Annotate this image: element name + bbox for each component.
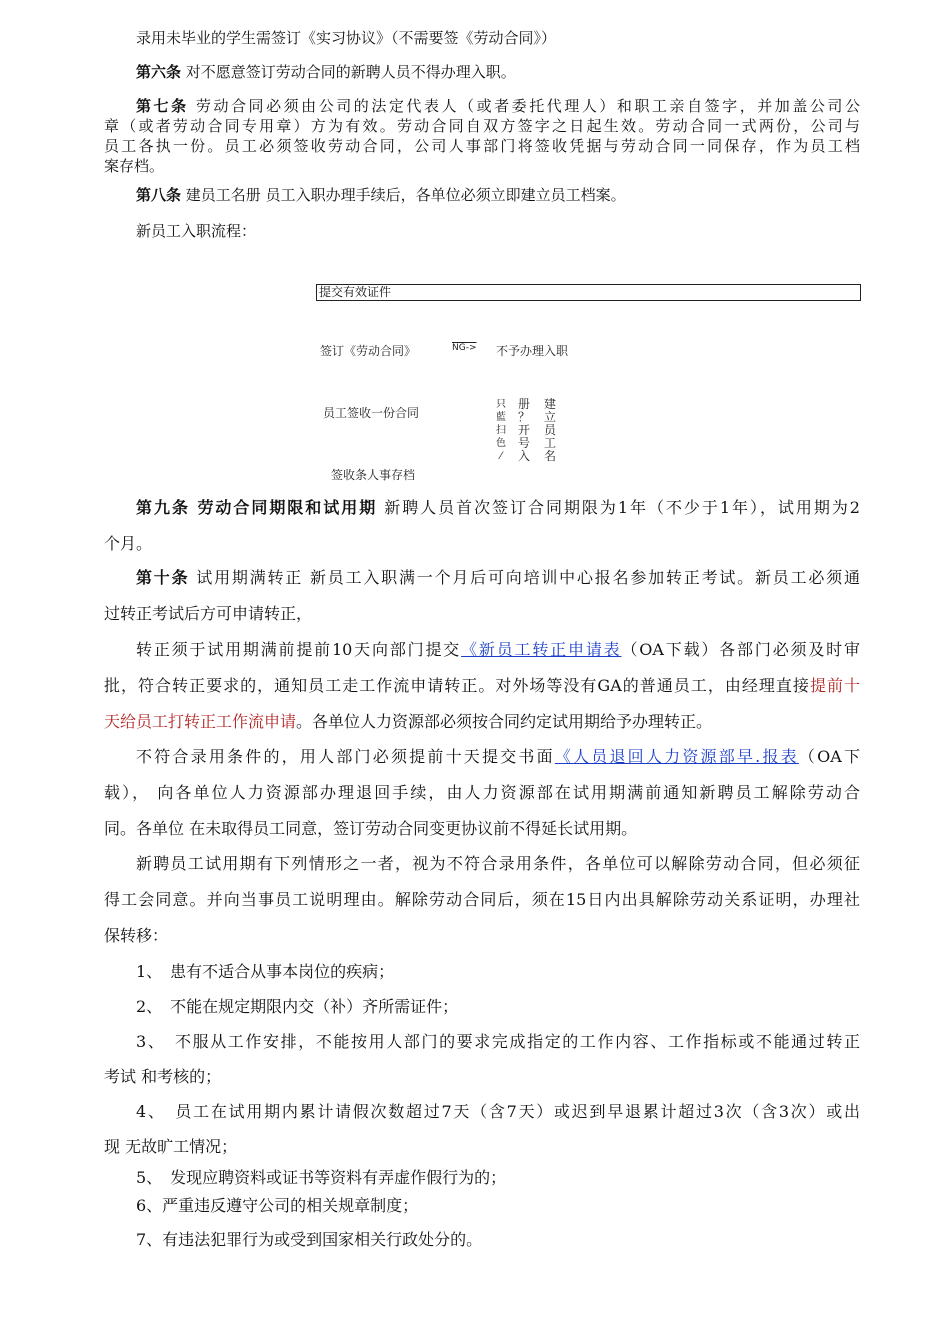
flow-vertical-col3: 建 立 员 工 名 — [543, 397, 556, 463]
flow-vertical-col2: 册 ？ 开 号 入 — [517, 397, 530, 463]
article-8-label: 第八条 — [136, 186, 182, 204]
flow-intro-text: 新员工入职流程： — [136, 222, 257, 240]
list-item: 4、 员工在试用期内累计请假次数超过7天（含7天）或迟到早退累计超过3次（含3次）或出 — [136, 1102, 860, 1121]
article-9-label: 第九条 劳动合同期限和试用期 — [136, 498, 378, 517]
list-item: 2、 不能在规定期限内交（补）齐所需证件； — [136, 997, 459, 1016]
article-6-label: 第六条 — [136, 63, 182, 81]
rejection-paragraph — [104, 739, 860, 847]
rejection-form-link[interactable]: 《人员退回人力资源部早.报表 — [554, 747, 799, 766]
flow-box-submit-id: 提交有效证件 — [316, 284, 861, 301]
conversion-post: （OA下载）各部门必须及时审 — [621, 640, 860, 659]
list-item: 1、 患有不适合从事本岗位的疾病； — [136, 962, 395, 981]
conversion-form-link[interactable]: 《新员工转正申请表 — [461, 640, 622, 659]
rejection-line2: 载）， 向各单位人力资源部办理退回手续，由人力资源部在试用期满前通知新聘员工解除劳动合 — [104, 783, 860, 802]
condition-list — [104, 954, 860, 1257]
article-7-line3: 员工各执一份。员工必须签收劳动合同，公司人事部门将签收凭据与劳动合同一同保存，作为员工档 — [104, 137, 860, 155]
article-7 — [104, 96, 860, 176]
article-10 — [104, 560, 860, 632]
article-6 — [104, 62, 860, 82]
article-9 — [104, 490, 860, 562]
article-6-text: 对不愿意签订劳动合同的新聘人员不得办理入职。 — [185, 63, 516, 81]
conversion-line2-red: 提前十 — [809, 676, 860, 695]
rejection-pre: 不符合录用条件的，用人部门必须提前十天提交书面 — [136, 747, 555, 766]
list-item: 3、 不服从工作安排，不能按用人部门的要求完成指定的工作内容、工作指标或不能通过转正 — [136, 1032, 860, 1051]
conversion-line3: 。各单位人力资源部必须按合同约定试用期给予办理转正。 — [296, 712, 713, 731]
list-item: 6、严重违反遵守公司的相关规章制度； — [136, 1196, 419, 1215]
flow-sign-contract: 签订《劳动合同》 — [320, 344, 417, 358]
termination-line2: 得工会同意。并向当事员工说明理由。解除劳动合同后，须在15日内出具解除劳动关系证明，办理社 — [104, 890, 860, 909]
article-7-line4: 案存档。 — [104, 157, 165, 175]
termination-line1: 新聘员工试用期有下列情形之一者，视为不符合录用条件，各单位可以解除劳动合同，但必须征 — [136, 854, 860, 873]
article-9-line1: 新聘人员首次签订合同期限为1年（不少于1年），试用期为2 — [384, 498, 860, 517]
flow-vertical-col1: 只 藍 扫 色 ⁄ — [496, 399, 506, 462]
termination-line3: 保转移： — [104, 926, 169, 945]
list-item: 7、有违法犯罪行为或受到国家相关行政处分的。 — [136, 1230, 483, 1249]
list-item: 5、 发现应聘资料或证书等资料有弄虚作假行为的； — [136, 1168, 507, 1187]
article-8 — [104, 185, 860, 205]
flow-ng-arrow: NG-> — [452, 343, 477, 353]
rejection-line3: 同。各单位 在未取得员工同意，签订劳动合同变更协议前不得延长试用期。 — [104, 819, 638, 838]
article-7-line1: 劳动合同必须由公司的法定代表人（或者委托代理人）和职工亲自签字，并加盖公司公 — [195, 97, 860, 115]
article-7-label: 第七条 — [136, 97, 189, 115]
flow-hr-archive: 签收条人事存档 — [331, 468, 416, 482]
termination-paragraph — [104, 846, 860, 954]
article-8-text: 建员工名册 员工入职办理手续后，各单位必须立即建立员工档案。 — [185, 186, 626, 204]
intern-line: 录用未毕业的学生需签订《实习协议》（不需要签《劳动合同》） — [136, 29, 557, 47]
article-10-line2: 过转正考试后方可申请转正， — [104, 604, 313, 623]
flow-employee-receive: 员工签收一份合同 — [323, 406, 420, 420]
flow-reject-entry: 不予办理入职 — [496, 344, 569, 358]
article-10-label: 第十条 — [136, 568, 190, 587]
conversion-line2: 批，符合转正要求的，通知员工走工作流申请转正。对外场等没有GA的普通员工，由经理直接 — [104, 676, 810, 695]
conversion-line3-red: 天给员工打转正工作流申请 — [104, 712, 297, 731]
flow-intro — [104, 221, 860, 241]
list-item-cont: 考试 和考核的； — [104, 1067, 222, 1086]
conversion-pre: 转正须于试用期满前提前10天向部门提交 — [136, 640, 462, 659]
rejection-post: （OA下 — [798, 747, 860, 766]
intern-agreement-note — [104, 28, 860, 48]
conversion-paragraph — [104, 632, 860, 740]
list-item-cont: 现 无故旷工情况； — [104, 1137, 238, 1156]
article-7-line2: 章（或者劳动合同专用章）方为有效。劳动合同自双方签字之日起生效。劳动合同一式两份，公司与 — [104, 117, 860, 135]
article-9-line2: 个月。 — [104, 534, 153, 553]
article-10-line1: 试用期满转正 新员工入职满一个月后可向培训中心报名参加转正考试。新员工必须通 — [196, 568, 860, 587]
